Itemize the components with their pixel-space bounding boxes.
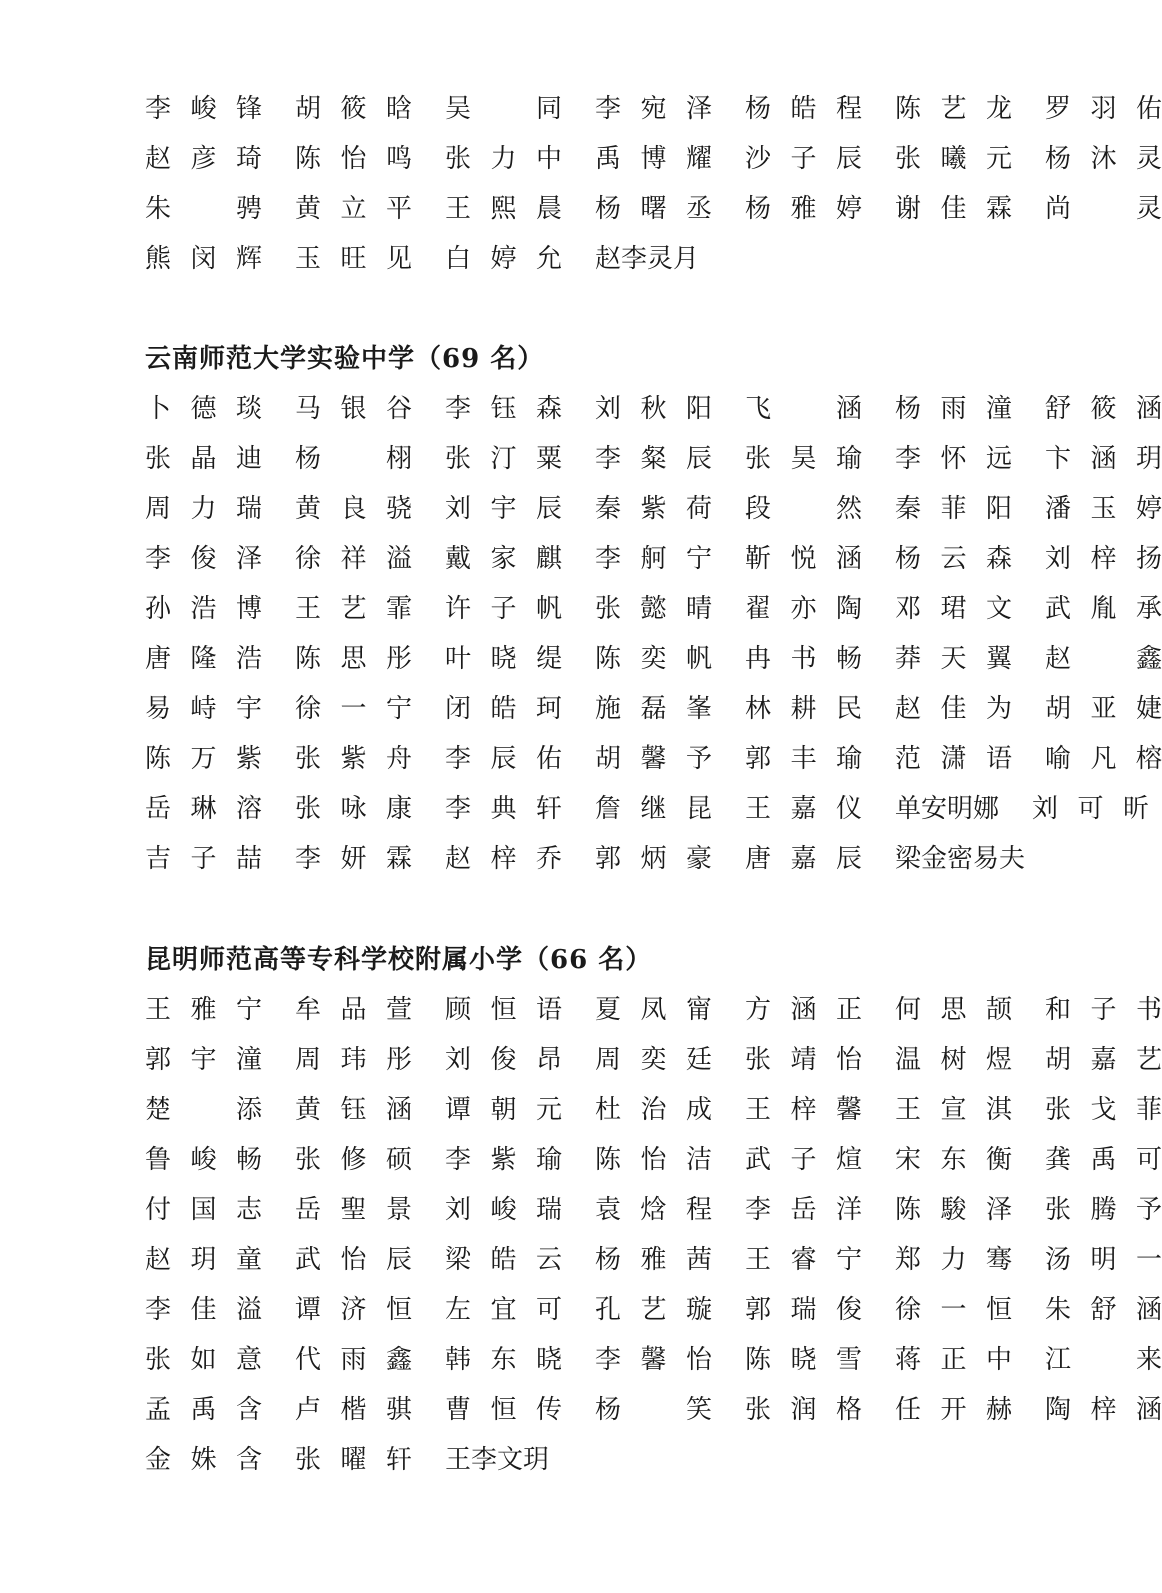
student-name: 吴 同 — [445, 94, 562, 124]
student-name: 胡亚婕 — [1045, 694, 1162, 724]
student-name: 郭炳豪 — [595, 844, 712, 874]
student-name: 杨曙丞 — [595, 194, 712, 224]
student-name: 卢楷骐 — [295, 1395, 412, 1425]
section-title: 昆明师范高等专科学校附属小学（66 名） — [145, 945, 653, 975]
student-name: 唐嘉辰 — [745, 844, 862, 874]
student-name: 杨雅茜 — [595, 1245, 712, 1275]
student-name: 蒋正中 — [895, 1345, 1012, 1375]
student-name: 何思颉 — [895, 995, 1012, 1025]
student-name: 孟禹含 — [145, 1395, 262, 1425]
student-name: 杨沐灵 — [1045, 144, 1162, 174]
student-name: 谭济恒 — [295, 1295, 412, 1325]
student-name: 舒筱涵 — [1045, 394, 1162, 424]
student-name: 孔艺璇 — [595, 1295, 712, 1325]
student-name: 杜治成 — [595, 1095, 712, 1125]
student-name: 左宜可 — [445, 1295, 562, 1325]
name-row — [145, 684, 1162, 734]
name-row — [145, 1185, 1162, 1235]
student-name: 胡馨予 — [595, 744, 712, 774]
student-name: 郭丰瑜 — [745, 744, 862, 774]
student-name: 杨 栩 — [295, 444, 412, 474]
student-name: 卞涵玥 — [1045, 444, 1162, 474]
student-name: 谭朝元 — [445, 1095, 562, 1125]
student-name: 陈怡鸣 — [295, 144, 412, 174]
student-name: 岳聖景 — [295, 1195, 412, 1225]
student-name: 周奕廷 — [595, 1045, 712, 1075]
name-row — [145, 1135, 1162, 1185]
student-name: 张力中 — [445, 144, 562, 174]
student-name: 张昊瑜 — [745, 444, 862, 474]
student-name: 翟亦陶 — [745, 594, 862, 624]
name-list-continued — [145, 84, 1162, 284]
name-row — [145, 1285, 1162, 1335]
student-name: 刘峻瑞 — [445, 1195, 562, 1225]
student-name: 武子煊 — [745, 1145, 862, 1175]
student-name: 王宣淇 — [895, 1095, 1012, 1125]
name-list — [145, 985, 1162, 1485]
student-name: 金姝含 — [145, 1445, 262, 1475]
student-name: 李宛泽 — [595, 94, 712, 124]
student-name: 喻凡榕 — [1045, 744, 1162, 774]
student-name: 胡筱晗 — [295, 94, 412, 124]
name-row — [145, 384, 1162, 434]
student-name: 黄钰涵 — [295, 1095, 412, 1125]
name-row — [145, 1085, 1162, 1135]
student-name: 赵佳为 — [895, 694, 1012, 724]
student-name: 和子书 — [1045, 995, 1162, 1025]
student-name: 韩东晓 — [445, 1345, 562, 1375]
name-row — [145, 484, 1162, 534]
student-name: 张晶迪 — [145, 444, 262, 474]
student-name: 黄立平 — [295, 194, 412, 224]
student-name: 杨云森 — [895, 544, 1012, 574]
student-name: 顾恒语 — [445, 995, 562, 1025]
student-name: 朱 骋 — [145, 194, 262, 224]
student-name: 代雨鑫 — [295, 1345, 412, 1375]
student-name: 潘玉婷 — [1045, 494, 1162, 524]
name-row — [145, 1385, 1162, 1435]
name-row — [145, 834, 1026, 884]
name-row — [145, 1335, 1162, 1385]
student-name: 秦紫荷 — [595, 494, 712, 524]
student-name: 李妍霖 — [295, 844, 412, 874]
name-row — [145, 584, 1162, 634]
student-name: 鲁峻畅 — [145, 1145, 262, 1175]
student-name: 沙子辰 — [745, 144, 862, 174]
student-name: 汤明一 — [1045, 1245, 1162, 1275]
student-name: 吉子喆 — [145, 844, 262, 874]
student-name: 陈艺龙 — [895, 94, 1012, 124]
student-name: 张曜轩 — [295, 1445, 412, 1475]
name-row — [145, 134, 1162, 184]
student-name: 楚 添 — [145, 1095, 262, 1125]
student-name: 王熙晨 — [445, 194, 562, 224]
student-name: 刘俊昂 — [445, 1045, 562, 1075]
student-name: 赵彦琦 — [145, 144, 262, 174]
student-name: 张如意 — [145, 1345, 262, 1375]
student-name: 王梓馨 — [745, 1095, 862, 1125]
student-name: 李紫瑜 — [445, 1145, 562, 1175]
name-row — [145, 84, 1162, 134]
student-name: 王李文玥 — [445, 1445, 550, 1475]
student-name: 王雅宁 — [145, 995, 262, 1025]
student-name: 熊闵辉 — [145, 244, 262, 274]
name-row — [145, 634, 1162, 684]
student-name: 张曦元 — [895, 144, 1012, 174]
student-name: 武胤承 — [1045, 594, 1162, 624]
student-name: 李舸宁 — [595, 544, 712, 574]
student-name: 冉书畅 — [745, 644, 862, 674]
student-name: 飞 涵 — [745, 394, 862, 424]
student-name: 徐一宁 — [295, 694, 412, 724]
student-name: 王艺霏 — [295, 594, 412, 624]
student-name: 郭宇潼 — [145, 1045, 262, 1075]
student-name: 曹恒传 — [445, 1395, 562, 1425]
student-name: 叶晓缇 — [445, 644, 562, 674]
student-name: 温树煜 — [895, 1045, 1012, 1075]
student-name: 赵梓乔 — [445, 844, 562, 874]
student-name: 李粲辰 — [595, 444, 712, 474]
student-name: 陈晓雪 — [745, 1345, 862, 1375]
student-name: 刘可昕 — [1032, 794, 1149, 824]
student-name: 夏凤甯 — [595, 995, 712, 1025]
name-list — [145, 384, 1162, 884]
student-name: 秦菲阳 — [895, 494, 1012, 524]
student-name: 岳琳溶 — [145, 794, 262, 824]
name-row — [145, 534, 1162, 584]
student-name: 赵玥童 — [145, 1245, 262, 1275]
student-name: 宋东衡 — [895, 1145, 1012, 1175]
student-name: 靳悦涵 — [745, 544, 862, 574]
student-name: 方涵正 — [745, 995, 862, 1025]
student-name: 朱舒涵 — [1045, 1295, 1162, 1325]
student-name: 李馨怡 — [595, 1345, 712, 1375]
student-name: 陈駿泽 — [895, 1195, 1012, 1225]
student-name: 张汀粟 — [445, 444, 562, 474]
student-name: 陈奕帆 — [595, 644, 712, 674]
student-name: 张戈菲 — [1045, 1095, 1162, 1125]
student-name: 张懿晴 — [595, 594, 712, 624]
student-name: 李钰森 — [445, 394, 562, 424]
student-name: 孙浩博 — [145, 594, 262, 624]
name-row — [145, 434, 1162, 484]
student-name: 陈怡洁 — [595, 1145, 712, 1175]
student-name: 闭皓珂 — [445, 694, 562, 724]
student-name: 周力瑞 — [145, 494, 262, 524]
student-name: 杨 笑 — [595, 1395, 712, 1425]
student-name: 玉旺见 — [295, 244, 412, 274]
student-name: 周玮彤 — [295, 1045, 412, 1075]
student-name: 戴家麒 — [445, 544, 562, 574]
student-name: 马银谷 — [295, 394, 412, 424]
student-name: 郭瑞俊 — [745, 1295, 862, 1325]
student-name: 唐隆浩 — [145, 644, 262, 674]
student-name: 尚 灵 — [1045, 194, 1162, 224]
student-name: 詹继昆 — [595, 794, 712, 824]
student-name: 王嘉仪 — [745, 794, 862, 824]
student-name: 陶梓涵 — [1045, 1395, 1162, 1425]
student-name: 卜德琰 — [145, 394, 262, 424]
name-row — [145, 1235, 1162, 1285]
student-name: 杨雨潼 — [895, 394, 1012, 424]
student-name: 莽天翼 — [895, 644, 1012, 674]
student-name: 赵 鑫 — [1045, 644, 1162, 674]
name-row — [145, 184, 1162, 234]
student-name: 李岳洋 — [745, 1195, 862, 1225]
name-row — [145, 784, 1149, 834]
student-name: 范潇语 — [895, 744, 1012, 774]
student-name: 付国志 — [145, 1195, 262, 1225]
student-name: 刘秋阳 — [595, 394, 712, 424]
student-name: 黄良骁 — [295, 494, 412, 524]
student-name: 赵李灵月 — [595, 244, 700, 274]
student-name: 谢佳霖 — [895, 194, 1012, 224]
student-name: 张润格 — [745, 1395, 862, 1425]
student-name: 梁皓云 — [445, 1245, 562, 1275]
name-row — [145, 234, 945, 284]
student-name: 张咏康 — [295, 794, 412, 824]
student-name: 牟品萱 — [295, 995, 412, 1025]
student-name: 王睿宁 — [745, 1245, 862, 1275]
name-row — [145, 1435, 945, 1485]
student-name: 陈万紫 — [145, 744, 262, 774]
student-name: 林耕民 — [745, 694, 862, 724]
student-name: 刘宇辰 — [445, 494, 562, 524]
student-name: 梁金密易夫 — [895, 844, 1026, 874]
student-name: 施磊峯 — [595, 694, 712, 724]
student-name: 杨皓程 — [745, 94, 862, 124]
student-name: 李佳溢 — [145, 1295, 262, 1325]
student-name: 杨雅婷 — [745, 194, 862, 224]
student-name: 李俊泽 — [145, 544, 262, 574]
student-name: 任开赫 — [895, 1395, 1012, 1425]
student-name: 刘梓扬 — [1045, 544, 1162, 574]
student-name: 徐一恒 — [895, 1295, 1012, 1325]
student-name: 禹博耀 — [595, 144, 712, 174]
student-name: 许子帆 — [445, 594, 562, 624]
student-name: 龚禹可 — [1045, 1145, 1162, 1175]
section-title: 云南师范大学实验中学（69 名） — [145, 344, 545, 374]
student-name: 袁焓程 — [595, 1195, 712, 1225]
student-name: 罗羽佑 — [1045, 94, 1162, 124]
student-name: 张修硕 — [295, 1145, 412, 1175]
student-name: 易峙宇 — [145, 694, 262, 724]
student-name: 武怡辰 — [295, 1245, 412, 1275]
student-name: 江 来 — [1045, 1345, 1162, 1375]
student-name: 李典轩 — [445, 794, 562, 824]
student-name: 段 然 — [745, 494, 862, 524]
student-name: 李峻锋 — [145, 94, 262, 124]
name-row — [145, 1035, 1162, 1085]
section-kunming-teachers-college-primary-school — [145, 935, 1162, 1485]
student-name: 李辰佑 — [445, 744, 562, 774]
student-name: 陈思彤 — [295, 644, 412, 674]
student-name: 邓珺文 — [895, 594, 1012, 624]
student-name: 胡嘉艺 — [1045, 1045, 1162, 1075]
student-name: 白婷允 — [445, 244, 562, 274]
student-name: 张靖怡 — [745, 1045, 862, 1075]
name-row — [145, 985, 1162, 1035]
section-yunnan-normal-university-experimental-middle-school — [145, 334, 1162, 884]
student-name: 张紫舟 — [295, 744, 412, 774]
student-name: 李怀远 — [895, 444, 1012, 474]
student-name: 张腾予 — [1045, 1195, 1162, 1225]
student-name: 单安明娜 — [895, 794, 1000, 824]
student-name: 郑力骞 — [895, 1245, 1012, 1275]
student-name: 徐祥溢 — [295, 544, 412, 574]
name-row — [145, 734, 1162, 784]
